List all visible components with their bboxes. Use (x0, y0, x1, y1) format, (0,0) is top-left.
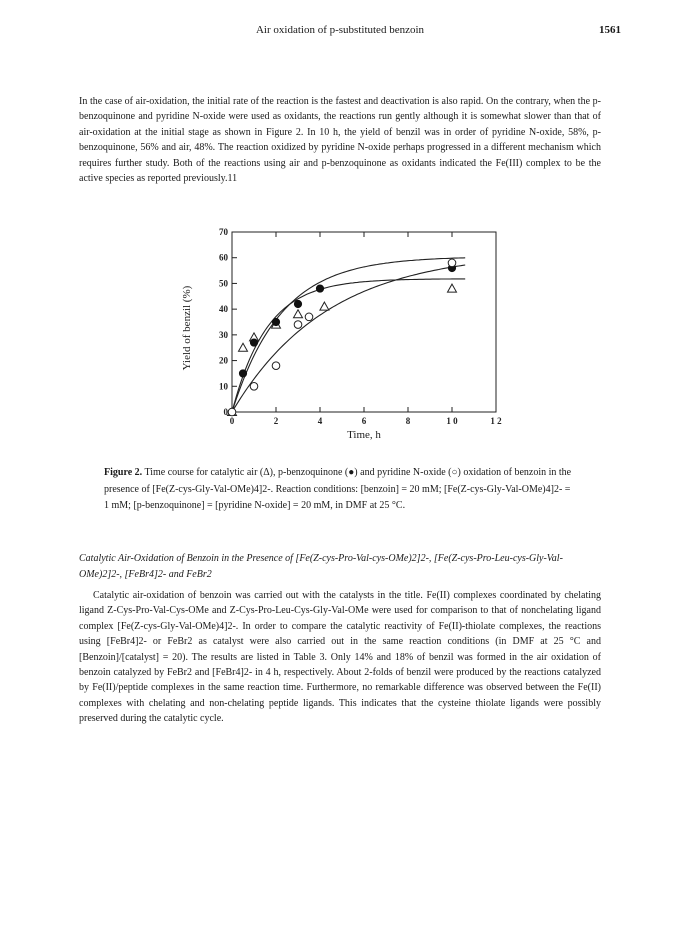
x-tick-label: 1 0 (446, 416, 458, 426)
section-heading: Catalytic Air-Oxidation of Benzoin in the Presence of [Fe(Z-cys-Pro-Val-cys-OMe)2]2-, [Fe(Z-cys-Pro-Leu-cys-Gly-Val-OMe)2]2-, [FeBr4]2- and FeBr2 (79, 553, 563, 580)
y-tick-label: 60 (219, 252, 228, 263)
open-circle-marker (250, 382, 258, 390)
y-tick-label: 0 (223, 407, 228, 417)
open-circle-marker (272, 362, 280, 370)
x-tick-label: 6 (361, 416, 367, 426)
x-tick-label: 8 (405, 416, 411, 426)
x-tick-label: 1 2 (490, 416, 502, 426)
paragraph-air-oxidation: In the case of air-oxidation, the initial rate of the reaction is the fastest and deactivation is also rapid. On the contrary, when the p-benzoquinone and pyridine N-oxide were used as oxidants, the reactions run gently although it is somewhat slower than that of air-oxidation at the initial stage as shown in Figure 2. In 10 h, the yield of benzil was in order of pyridine N-oxide, 58%, p-benzoquinone, 56% and air, 48%. The reaction oxidized by pyridine N-oxide perhaps progressed in a different mechanism which requires further study. Both of the reactions using air and p-benzoquinone as oxidants indicated the Fe(III) complex to be the active species as reported previously.11 (79, 96, 601, 185)
x-tick-label: 4 (317, 416, 323, 426)
y-tick-label: 30 (219, 329, 228, 340)
x-axis-label: Time, h (347, 429, 381, 441)
triangle-marker (239, 343, 248, 351)
filled-circle-marker (272, 318, 279, 325)
series-line-filled-circle (232, 258, 465, 412)
open-circle-marker (228, 408, 236, 416)
paragraph-catalytic-oxidation: Catalytic air-oxidation of benzoin was carried out with the catalysts in the title. Fe(II) complexes coordinated by chelating ligand Z-Cys-Pro-Val-Cys-OMe and Z-Cys-Pro-Leu-Cys-Gly-Val-OMe were used for comparison to that of nonchelating ligand complex [Fe(Z-cys-Gly-Val-OMe)4]2-. In order to compare the catalytic reactivity of Fe(II)-thiolate complexes, the reactions using [FeBr4]2- or FeBr2 as catalyst were also carried out in the same reaction conditions (in DMF at 25 °C and [Benzoin]/[catalyst] = 20). The results are listed in Table 3. Only 14% and 18% of benzil was formed in the air oxidation of benzoin catalyzed by FeBr2 and [FeBr4]2- in 4 h, respectively. About 2-folds of benzil were produced by the reactions catalyzed by Fe(II)/peptide complexes in the same reaction time. Furthermore, no remarkable difference was observed between the Fe(II) complexes with chelating and non-chelating peptide ligands. This indicates that the cysteine thiolate ligands were possibly preserved during the catalytic cycle. (79, 590, 601, 725)
y-tick-label: 20 (219, 355, 228, 366)
triangle-marker (448, 284, 457, 292)
x-tick-label: 2 (273, 416, 279, 426)
page-number: 1561 (599, 24, 621, 36)
triangle-marker (294, 310, 303, 318)
y-tick-label: 70 (219, 227, 228, 237)
filled-circle-marker (250, 339, 257, 346)
open-circle-marker (305, 313, 313, 321)
y-tick-label: 40 (219, 304, 228, 315)
triangle-marker (320, 302, 329, 310)
x-tick-label: 0 (229, 416, 235, 426)
filled-circle-marker (316, 285, 323, 292)
open-circle-marker (294, 321, 302, 329)
chart-svg (160, 222, 520, 460)
open-circle-marker (448, 259, 456, 267)
series-line-open-circle (232, 265, 465, 412)
caption-text: Time course for catalytic air (Δ), p-benzoquinone (●) and pyridine N-oxide (○) oxidation of benzoin in the presence of [Fe(Z-cys-Gly-Val-OMe)4]2-. Reaction conditions: [benzoin] = 20 mM; [Fe(Z-cys-Gly-Val-OMe)4]2- = 1 mM; [p-benzoquinone] = [pyridine N-oxide] = 20 mM, in DMF at 25 °C. (104, 467, 572, 511)
caption-label: Figure 2. (104, 467, 143, 478)
figure-2-chart (160, 222, 520, 460)
y-tick-label: 50 (219, 278, 228, 289)
y-tick-label: 10 (219, 381, 228, 392)
y-axis-label: Yield of benzil (%) (181, 285, 193, 371)
filled-circle-marker (294, 300, 301, 307)
filled-circle-marker (239, 370, 246, 377)
figure-caption (104, 465, 574, 515)
running-header-title: Air oxidation of p-substituted benzoin (255, 24, 425, 36)
